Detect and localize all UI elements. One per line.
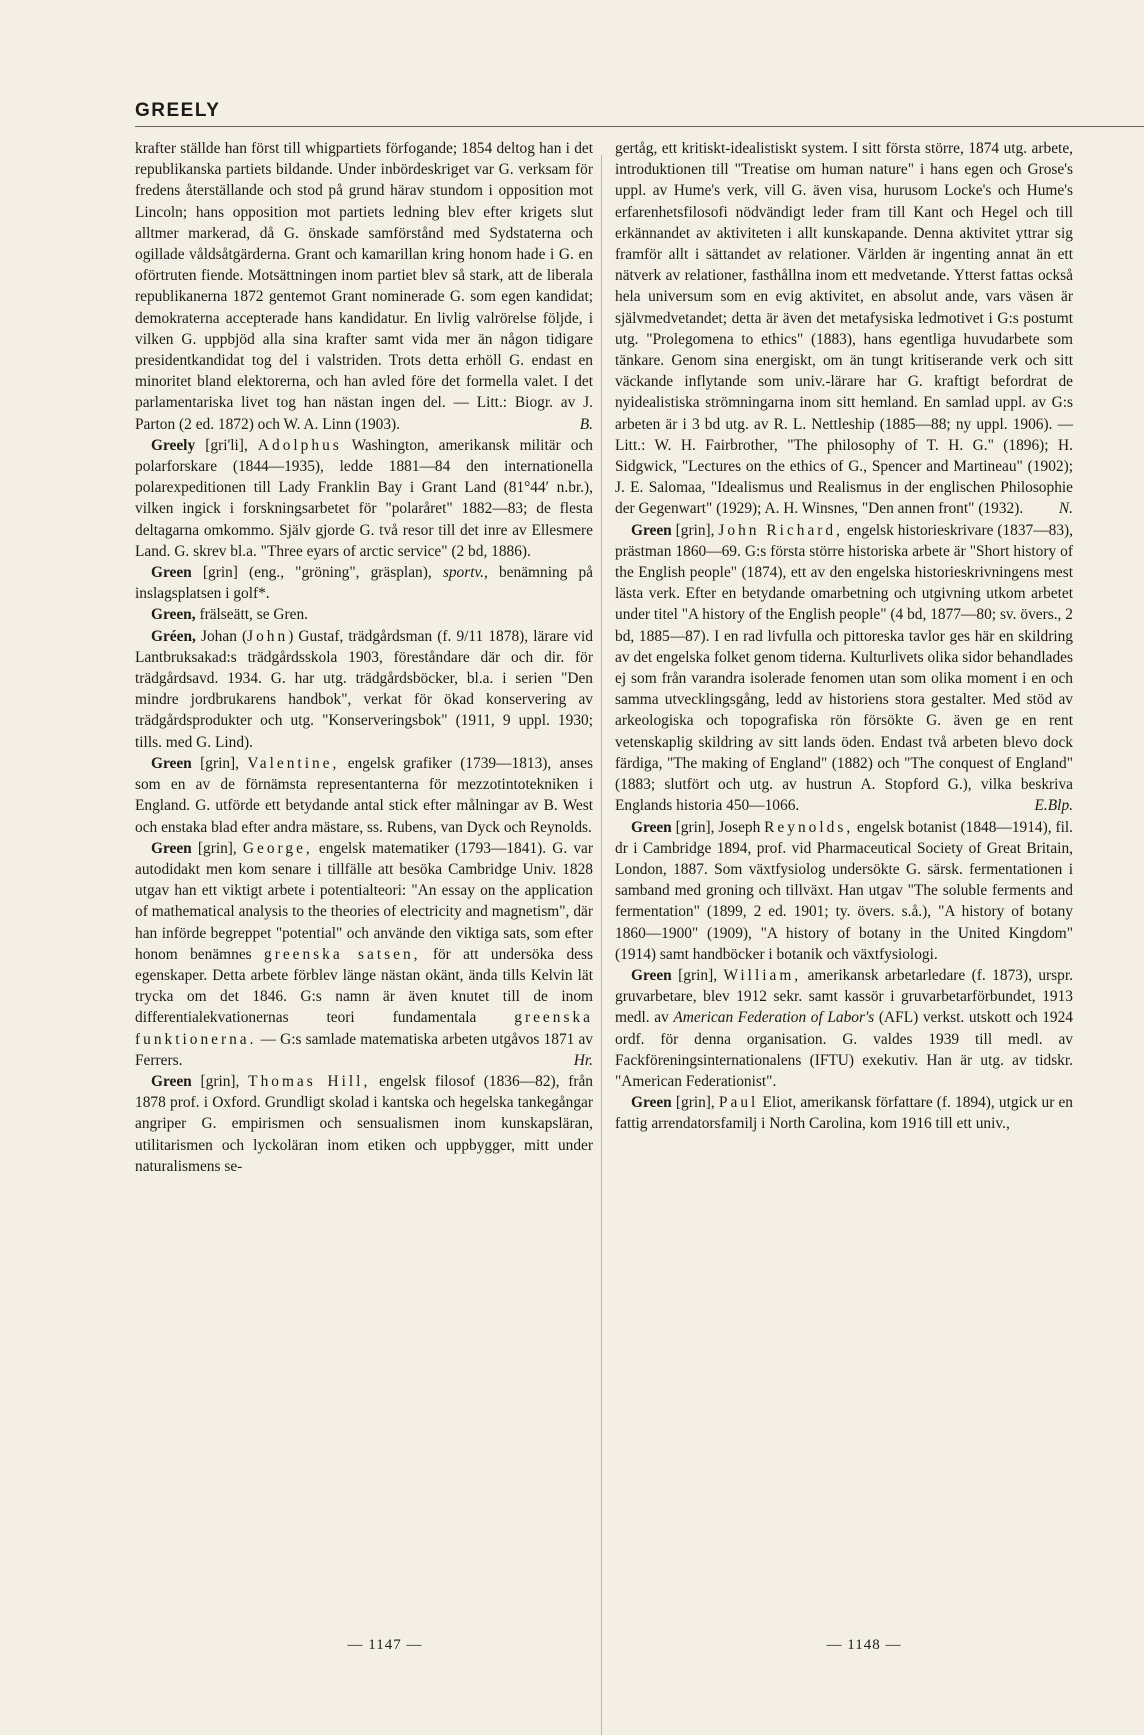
author-signature: B.: [579, 415, 593, 433]
entry-text: — G:s samlade matematiska arbeten utgåvos 1871 av Ferrers.: [135, 1030, 593, 1069]
entry-green-johan: [135, 626, 593, 753]
paragraph-text: krafter ställde han först till whigpartiets förfogande; 1854 deltog han i det republikanska partiets bildande. Under inbördeskriget var G. verksam för fredens återställande och stod på grund härav stundom i opposition mot Lincoln; hans opposition mot partiets ledning blev efter krigets slut alltmer markerad, då G. önskade samförstånd med Sydstaterna och ogillade våldsåtgärderna. Grant och kamarillan kring honom hade i G. en oförtruten fiende. Motsättningen inom partiet blev så stark, att de liberala republikanerna 1872 gentemot Grant nominerade G. som egen kandidat; demokraterna accepterade hans kandidatur. En livlig valrörelse följde, i vilken G. uppbjöd alla sina krafter samt vida mer än någon tidigare presidentkandidat tog del i valstriden. Trots detta erhöll G. endast en minoritet bland elektorerna, och han avled före det formella valet. I det parlamentariska livet tog han nästan ingen del. — Litt.: Biogr. av J. Parton (2 ed. 1872) och W. A. Linn (1903).: [135, 140, 593, 433]
entry-headword: Green: [631, 818, 672, 836]
entry-name-spaced: Valentine,: [247, 754, 340, 772]
entry-pronunciation: [grin],: [197, 839, 237, 857]
entry-text: engelsk filosof (1836—82), från 1878 prof. i Oxford. Grundligt skolad i kantska och hegelska tankegångar angriper G. empirismen och sensualismen inom kunskapsläran, utilitarismen och lyckoläran inom etiken och uppbygger, mitt under naturalismens se-: [135, 1072, 593, 1175]
entry-name-spaced: Adolphus: [257, 436, 342, 454]
entry-pronunciation: [grin],: [200, 754, 240, 772]
entry-name-spaced: George,: [242, 839, 313, 857]
entry-text: Eliot, amerikansk författare (f. 1894), utgick ur en fattig arrendatorsfamilj i North Carolina, kom 1916 till ett univ.,: [615, 1094, 1073, 1133]
entry-name-spaced: Reynolds,: [764, 818, 854, 836]
entry-text: (AFL) verkst. utskott och 1924 ordf. för denna organisation. G. valdes 1939 till medl. av Fackföreningsinternationalens (IFTU) exekutiv. Han är utg. av tidskr. "American Federationist".: [615, 1009, 1073, 1090]
entry-text: engelsk botanist (1848—1914), fil. dr i Cambridge 1894, prof. vid Pharmaceutical Society of Great Britain, London, 1887. Som växtfysiolog undersökte G. särsk. fermentationen i samband med groning och tillväxt. Han utgav "The soluble ferments and fermentation" (1899, 2 ed. 1901; ty. övers. s.å.), "A history of botany 1860—1900" (1909), "A history of botany in the United Kingdom" (1914) samt handböcker i botanik och växtfysiologi.: [615, 818, 1073, 963]
entry-headword: Greely: [151, 436, 196, 454]
entry-text: Joseph: [718, 818, 761, 836]
entry-text: engelsk historieskrivare (1837—83), prästman 1860—69. G:s första större historiska arbete är "Short history of the English people" (1874), ett av den engelska historieskrivningens mest lästa verk. Efter en betydande omarbetning och utgivning utkom arbetet under titel "A history of the English people" (4 bd, 1877—80; sv. övers., 2 bd, 1885—87). I en rad livfulla och pittoreska tavlor ges här en skildring av det engelska folket genom tiderna. Kulturlivets olika sidor behandlades ej som från varandra isolerade fenomen utan som olika moment i en och samma utvecklingsgång, ledd av historiens stora gestalter. Med stöd av arkeologiska och topografiska rön försökte G. även ge en rent vetenskaplig skildring av sitt lands öden. Endast två arbeten blevo dock färdiga, "The making of England" (1882) och "The conquest of England" (1883; slutfört och utg. av hustrun A. Stopford G.), vilka beskriva Englands historia 450—1066.: [615, 521, 1074, 815]
entry-text: Johan (: [200, 627, 248, 645]
left-column: [135, 138, 593, 1177]
entry-pronunciation: [grin],: [200, 1072, 240, 1090]
entry-green-thomas: [135, 1071, 593, 1177]
column-divider: [601, 155, 602, 1735]
continued-paragraph: [615, 138, 1073, 520]
entry-name-spaced: Paul: [718, 1094, 759, 1112]
author-signature: E.Blp.: [1034, 797, 1073, 815]
entry-headword: Gréen,: [151, 627, 196, 645]
page-number-left: — 1147 —: [347, 1637, 423, 1653]
entry-green-valentine: [135, 753, 593, 838]
entry-green-fralseatt: [135, 604, 593, 625]
entry-name-spaced: Thomas Hill,: [248, 1072, 371, 1090]
right-column: [615, 138, 1073, 1135]
entry-greely-adolphus: [135, 435, 593, 562]
entry-headword: Green: [151, 1072, 192, 1090]
entry-headword: Green,: [151, 606, 196, 624]
entry-green-john-richard: [615, 520, 1073, 817]
entry-text: engelsk grafiker (1739—1813), anses som en av de förnämsta representanterna för mezzotintotekniken i England. G. utförde ett betydande antal stick efter målningar av B. West och enstaka blad efter andra mästare, ss. Rubens, van Dyck och Reynolds.: [135, 754, 593, 836]
entry-text: ) Gustaf, trädgårdsman (f. 9/11 1878), lärare vid Lantbruksakad:s trädgårdsskola 1903, föreståndare där och dir. för trädgårdsavd. 1934. G. har utg. trädgårdsböcker, bl.a. i serien "Den mindre jordbrukarens handbok", verkat för ökad konservering av trädgårdsprodukter och utg. "Konserveringsbok" (1911, 9 uppl. 1930; tills. med G. Lind).: [135, 627, 593, 751]
entry-pronunciation: [grin],: [675, 521, 715, 539]
entry-name-spaced: John: [247, 627, 289, 645]
spaced-term: greenska funktionerna.: [135, 1009, 593, 1048]
entry-headword: Green: [631, 1094, 672, 1112]
entry-green-golf: [135, 562, 593, 604]
page-number-right: — 1148 —: [826, 1637, 902, 1653]
entry-pronunciation: [gri'li],: [205, 436, 248, 454]
entry-headword: Green: [151, 754, 192, 772]
entry-abbreviation: sportv.,: [442, 564, 488, 582]
entry-headword: Green: [151, 839, 192, 857]
running-head-title: GREELY: [135, 100, 221, 121]
entry-green-william: [615, 965, 1073, 1092]
paragraph-text: gertåg, ett kritiskt-idealistiskt system. I sitt första större, 1874 utg. arbete, introduktionen till "Treatise om human nature" i hans egen och Grose's uppl. av Hume's verk, vill G. även visa, hurusom Locke's och Hume's erfarenhetsfilosofi nödvändigt leder fram till Kant och Hegel och till erkännandet av aktiviteten i allt kunskapande. Denna aktivitet yttrar sig framför allt i sättandet av relationer. Världen är ingenting annat än ett nätverk av relationer, fasthållna inom ett medvetande. Ytterst fattas också hela universum som en evig aktivitet, en absolut ande, vars väsen är självmedvetandet; detta är även det metafysiska ledmotivet i G:s postumt utg. "Prolegomena to ethics" (1883), hans egentliga huvudarbete som tänkare. Genom sina energiskt, om än tungt kritiserande verk och sitt väckande inflytande som univ.-lärare har G. kraftigt befordrat de nyidealistiska strömningarna inom sitt hemland. En samlad uppl. av G:s arbeten är i 3 bd utg. av R. L. Nettleship (1885—88; ny uppl. 1906). — Litt.: W. H. Fairbrother, "The philosophy of T. H. G." (1896); H. Sidgwick, "Lectures on the ethics of G., Spencer and Martineau" (1902); J. E. Salomaa, "Idealismus und Realismus in der englischen Philosophie der Gegenwart" (1929); A. H. Winsnes, "Den annen front" (1932).: [615, 140, 1073, 518]
entry-pronunciation: [grin],: [675, 1094, 715, 1112]
entry-text: frälseätt, se Gren.: [199, 606, 308, 624]
entry-text: amerikansk arbetarledare (f. 1873), urspr. gruvarbetare, blev 1912 sekr. samt kassör i gruvarbetarförbundet, 1913 medl. av: [615, 966, 1073, 1027]
author-signature: N.: [1058, 500, 1073, 518]
entry-text: [grin] (eng., "gröning", gräsplan),: [202, 564, 432, 582]
entry-pronunciation: [grin],: [678, 966, 718, 984]
entry-headword: Green: [631, 521, 672, 539]
entry-italic-title: American Federation of Labor's: [673, 1009, 875, 1027]
entry-text: för att undersöka dess egenskaper. Detta arbete förblev länge nästan okänt, ända tills Kelvin lät trycka om det 1846. G:s namn är även knutet till de inom differentialekvationernas teori fundamentala: [135, 945, 593, 1027]
entry-green-george: [135, 838, 593, 1071]
author-signature: Hr.: [573, 1051, 593, 1069]
spaced-term: greenska satsen,: [264, 945, 421, 963]
entry-name-spaced: William,: [723, 966, 802, 984]
entry-headword: Green: [631, 966, 672, 984]
entry-text: engelsk matematiker (1793—1841). G. var autodidakt men kom senare i tillfälle att besöka Cambridge Univ. 1828 utgav han ett viktigt arbete i potentialteori: "An essay on the application of mathematical analysis to the theories of electricity and magnetism", där han införde begreppet "potential" och använde den viktiga sats, som efter honom benämnes: [135, 839, 593, 963]
running-header: [135, 102, 1144, 127]
entry-green-paul: [615, 1092, 1073, 1134]
entry-text: benämning på inslagsplatsen i golf*.: [135, 564, 594, 603]
continued-paragraph: [135, 138, 593, 435]
entry-headword: Green: [151, 564, 192, 582]
entry-green-joseph: [615, 817, 1073, 965]
entry-name-spaced: John Richard,: [718, 521, 843, 539]
entry-pronunciation: [grin],: [675, 818, 715, 836]
entry-text: Washington, amerikansk militär och polarforskare (1844—1935), ledde 1881—84 den internationella polarexpeditionen till Lady Franklin Bay i Grant Land (81°44′ n.br.), vilken ingick i forskningsarbetet för "polaråret" 1882—83; de flesta deltagarna omkommo. Själv gjorde G. två resor till det inre av Ellesmere Land. G. skrev bl.a. "Three eyars of arctic service" (2 bd, 1886).: [135, 436, 593, 560]
